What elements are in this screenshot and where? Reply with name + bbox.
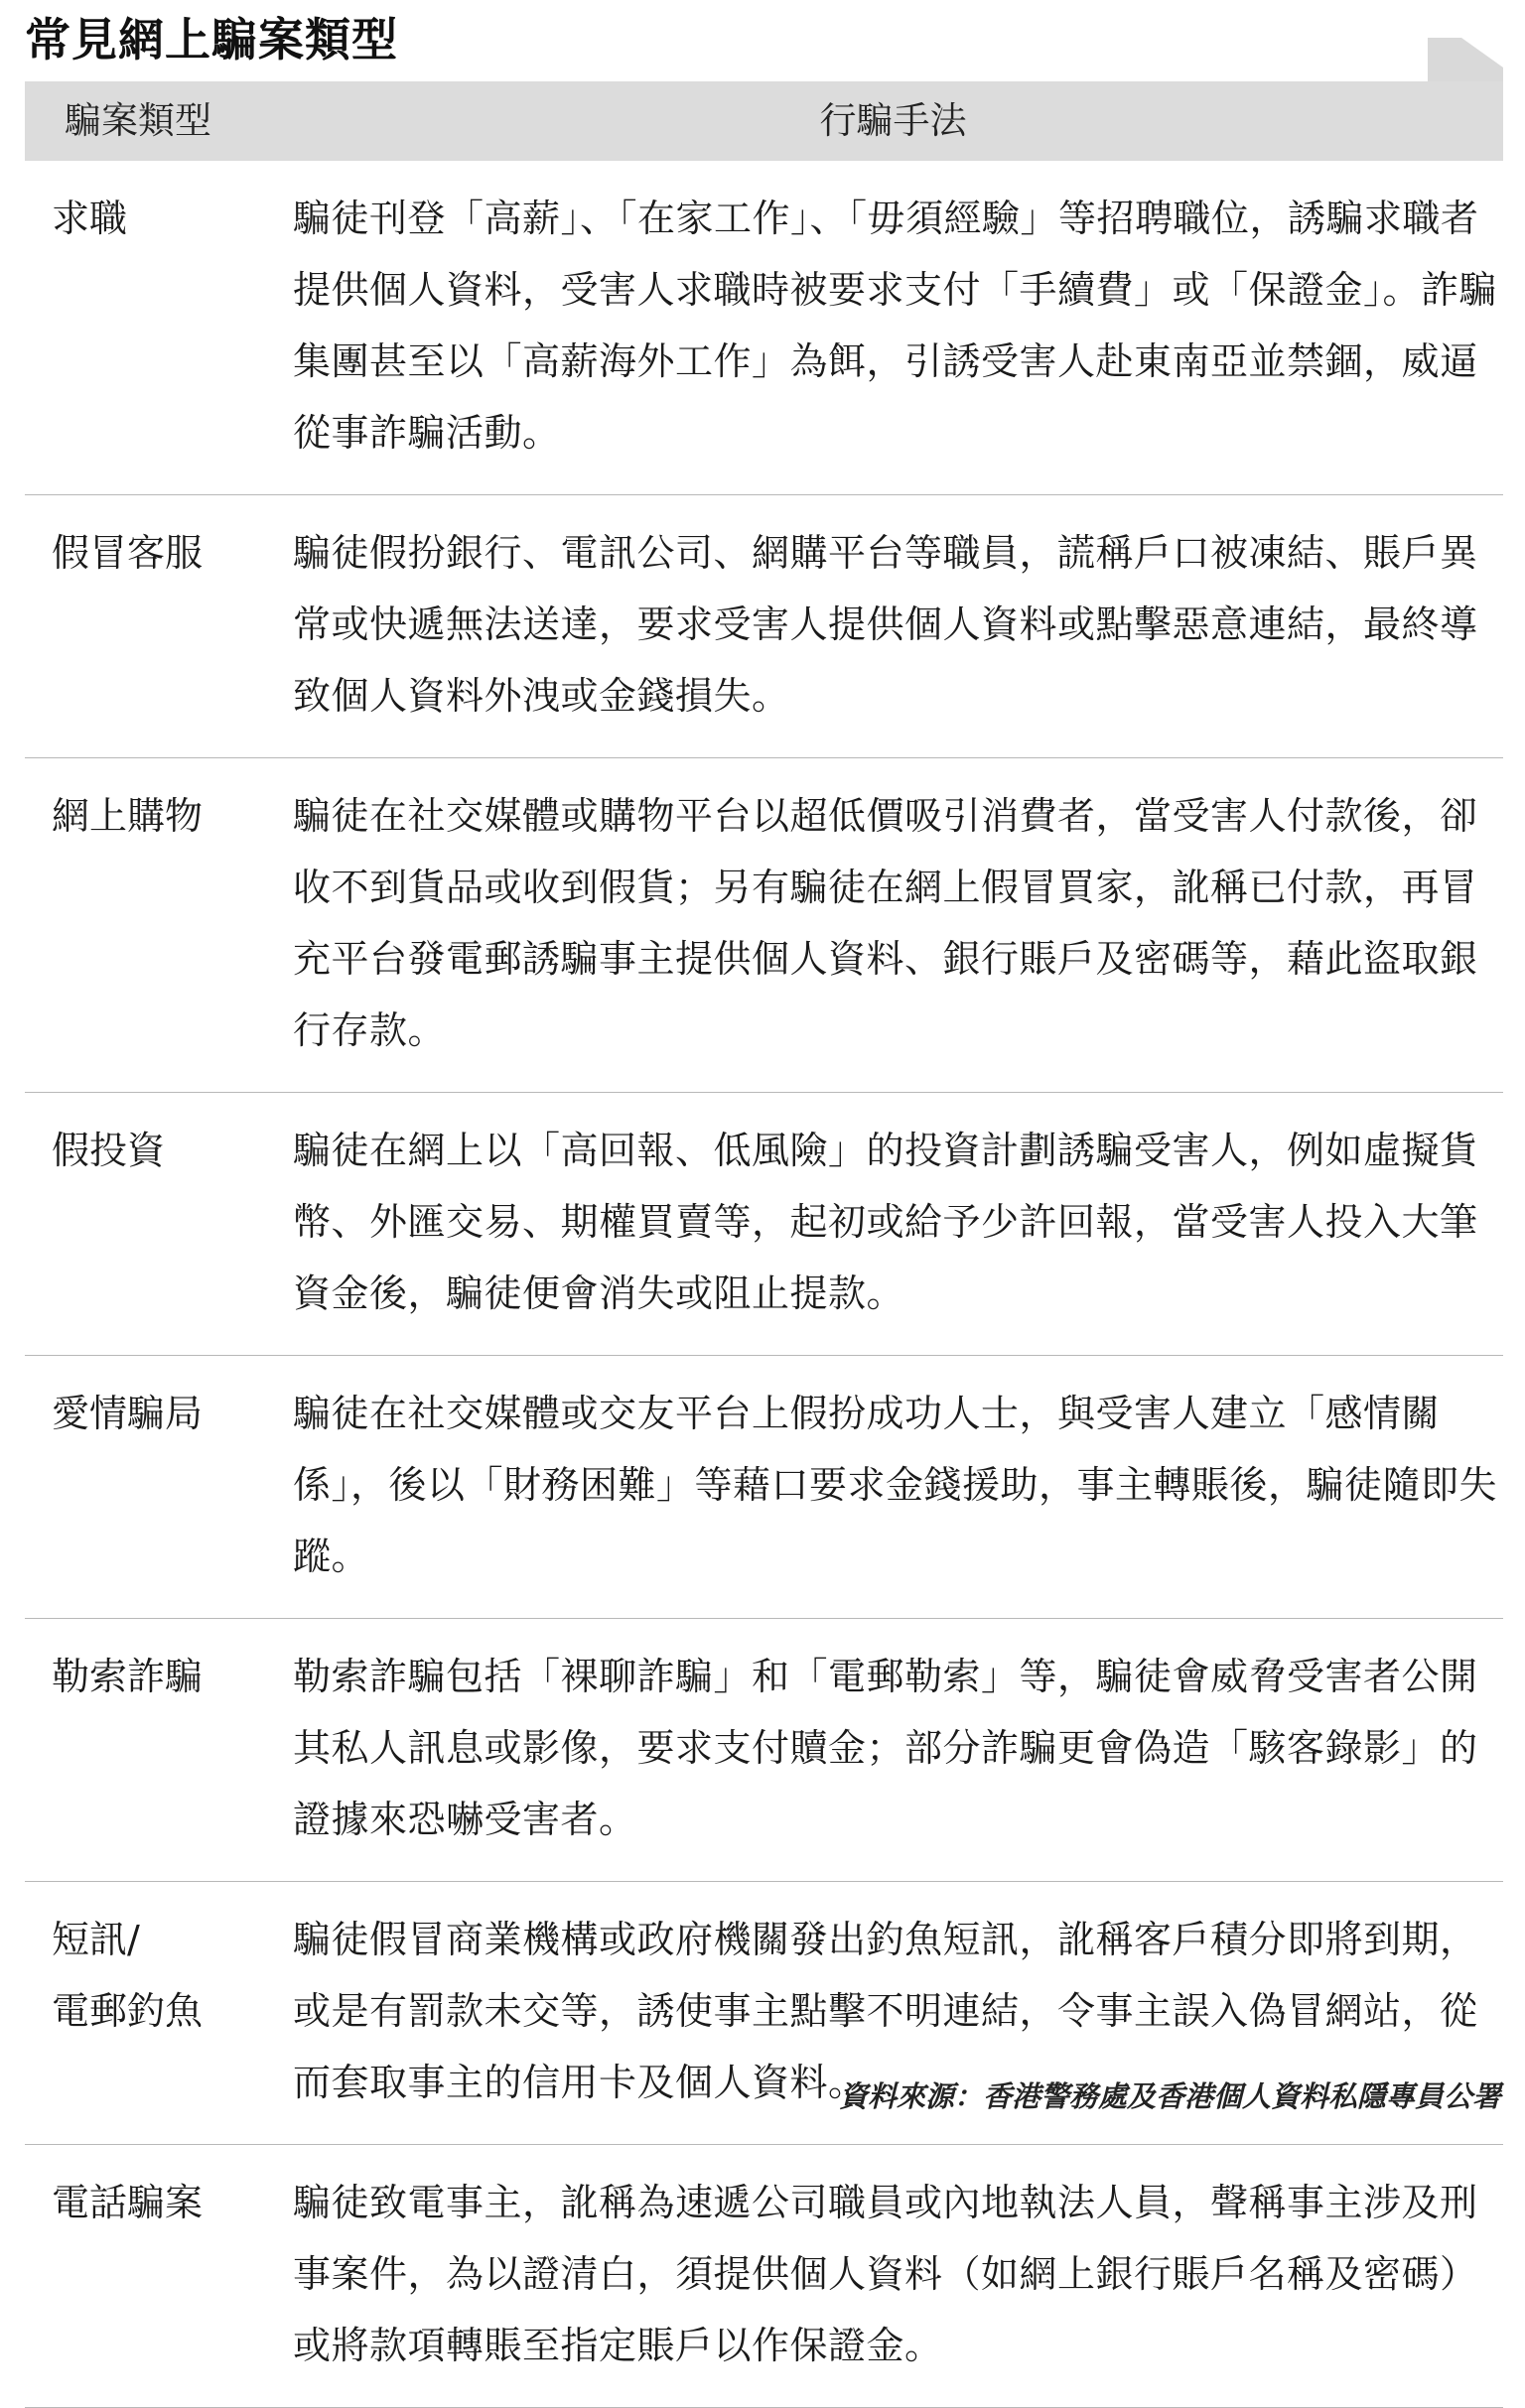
table-row bbox=[25, 495, 1503, 758]
scam-method: 騙徒在社交媒體或交友平台上假扮成功人士，與受害人建立「感情關係」，後以「財務困難」等藉口要求金錢援助，事主轉賬後，騙徒隨即失蹤。 bbox=[293, 1392, 1498, 1578]
scam-method: 勒索詐騙包括「裸聊詐騙」和「電郵勒索」等，騙徒會威脅受害者公開其私人訊息或影像，要求支付贖金；部分詐騙更會偽造「駭客錄影」的證據來恐嚇受害者。 bbox=[293, 1655, 1478, 1841]
table-row bbox=[25, 2145, 1503, 2408]
table-row bbox=[25, 1356, 1503, 1619]
scam-type: 假投資 bbox=[52, 1129, 166, 1172]
table-row bbox=[25, 1093, 1503, 1356]
scam-method: 騙徒在網上以「高回報、低風險」的投資計劃誘騙受害人，例如虛擬貨幣、外匯交易、期權買賣等，起初或給予少許回報，當受害人投入大筆資金後，騙徒便會消失或阻止提款。 bbox=[293, 1129, 1478, 1315]
header-tab-corner bbox=[1428, 38, 1503, 81]
scam-type: 勒索詐騙 bbox=[52, 1655, 204, 1698]
table-body bbox=[25, 161, 1503, 2408]
scam-method: 騙徒在社交媒體或購物平台以超低價吸引消費者，當受害人付款後，卻收不到貨品或收到假貨；另有騙徒在網上假冒買家，訛稱已付款，再冒充平台發電郵誘騙事主提供個人資料、銀行賬戶及密碼等，藉此盜取銀行存款。 bbox=[293, 794, 1478, 1052]
table-row bbox=[25, 758, 1503, 1093]
scam-method: 騙徒假扮銀行、電訊公司、網購平台等職員，謊稱戶口被凍結、賬戶異常或快遞無法送達，要求受害人提供個人資料或點擊惡意連結，最終導致個人資料外洩或金錢損失。 bbox=[293, 531, 1478, 718]
scam-type: 假冒客服 bbox=[52, 531, 204, 575]
scam-type: 求職 bbox=[52, 197, 128, 240]
scam-type: 愛情騙局 bbox=[52, 1392, 204, 1435]
scam-method: 騙徒假冒商業機構或政府機關發出釣魚短訊，訛稱客戶積分即將到期，或是有罰款未交等，誘使事主點擊不明連結，令事主誤入偽冒網站，從而套取事主的信用卡及個人資料。 bbox=[293, 1918, 1478, 2104]
scam-method: 騙徒刊登「高薪」、「在家工作」、「毋須經驗」等招聘職位，誘騙求職者提供個人資料，受害人求職時被要求支付「手續費」或「保證金」。詐騙集團甚至以「高薪海外工作」為餌，引誘受害人赴東南亞並禁錮，威逼從事詐騙活動。 bbox=[293, 197, 1498, 455]
scam-type: 網上購物 bbox=[52, 794, 204, 838]
table-row bbox=[25, 1619, 1503, 1882]
scam-method: 騙徒致電事主，訛稱為速遞公司職員或內地執法人員，聲稱事主涉及刑事案件，為以證清白，須提供個人資料（如網上銀行賬戶名稱及密碼）或將款項轉賬至指定賬戶以作保證金。 bbox=[293, 2181, 1478, 2367]
page-title: 常見網上騙案類型 bbox=[25, 13, 398, 67]
column-header-method: 行騙手法 bbox=[819, 99, 967, 142]
source-note: 資料來源：香港警務處及香港個人資料私隱專員公署 bbox=[838, 2079, 1501, 2113]
scam-type: 短訊/ 電郵釣魚 bbox=[52, 1918, 204, 2033]
column-header-type: 騙案類型 bbox=[65, 99, 211, 142]
table-header bbox=[25, 81, 1503, 161]
scam-type: 電話騙案 bbox=[52, 2181, 204, 2224]
table-row bbox=[25, 161, 1503, 495]
